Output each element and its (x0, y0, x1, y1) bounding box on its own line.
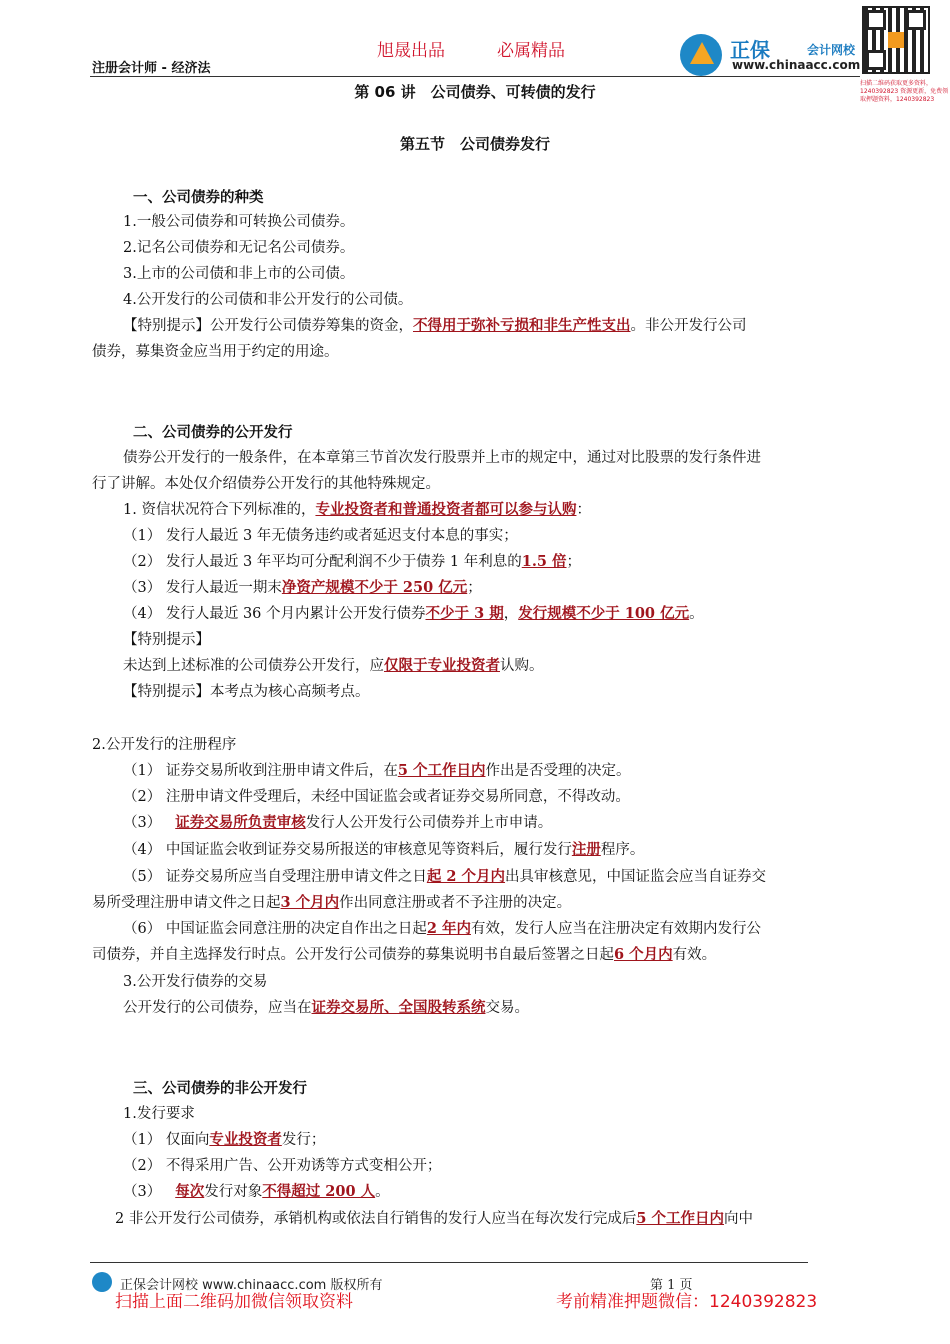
text: （2） 发行人最近 3 年平均可分配利润不少于债券 1 年利息的 (123, 554, 522, 570)
key-point: 证券交易所负责审核 (175, 814, 306, 831)
key-point: 注册 (571, 841, 601, 858)
text: （4） 中国证监会收到证券交易所报送的审核意见等资料后，履行发行 (123, 842, 572, 858)
text: （4） 发行人最近 36 个月内累计公开发行债券 (123, 606, 426, 622)
list-item (123, 840, 644, 860)
list-item (123, 1130, 325, 1150)
note-continuation: 债券，募集资金应当用于约定的用途。 (92, 344, 339, 360)
footer-promo-left: 扫描上面二维码加微信领取资料 (115, 1292, 353, 1312)
lecture-title: 第 06 讲 公司债券、可转债的发行 (354, 83, 596, 101)
qr-finder (906, 10, 926, 30)
key-point: 发行规模不少于 100 亿元 (518, 605, 690, 622)
special-note: 【特别提示】 (123, 632, 210, 648)
qr-finder (866, 10, 886, 30)
text: 2 非公开发行公司债券，承销机构或依法自行销售的发行人应当在每次发行完成后 (115, 1211, 637, 1227)
subheading: 3.公开发行债券的交易 (123, 974, 268, 990)
text: 未达到上述标准的公司债券公开发行，应 (123, 658, 384, 674)
list-item (123, 867, 766, 887)
text: 出具审核意见，中国证监会应当自证券交 (505, 869, 767, 885)
header-course-label: 注册会计师 - 经济法 (92, 61, 211, 76)
paragraph: 债券公开发行的一般条件，在本章第三节首次发行股票并上市的规定中，通过对比股票的发行条件进 (123, 450, 761, 466)
paragraph (123, 656, 544, 676)
section-heading-types: 一、公司债券的种类 (133, 190, 264, 206)
list-item-continuation (92, 893, 571, 913)
paragraph (115, 1209, 753, 1229)
footer-divider (90, 1262, 808, 1263)
logo-url: www.chinaacc.com (732, 58, 861, 72)
key-point: 不得用于弥补亏损和非生产性支出 (413, 317, 631, 334)
qr-code-icon (862, 6, 930, 74)
text: 有效，发行人应当在注册决定有效期内发行公 (470, 921, 761, 937)
text: 1. 资信状况符合下列标准的， (123, 502, 316, 518)
header-slogan-b: 必属精品 (497, 41, 565, 61)
key-point: 专业投资者 (209, 1131, 282, 1148)
list-item-continuation (92, 945, 716, 965)
text: 发行对象 (204, 1184, 263, 1200)
text: （6） 中国证监会同意注册的决定自作出之日起 (123, 921, 427, 937)
special-note (123, 316, 747, 336)
key-point: 每次 (175, 1183, 205, 1200)
text: ， (503, 606, 519, 622)
text: 发行； (281, 1132, 326, 1148)
key-point: 起 2 个月内 (426, 868, 506, 885)
qr-finder (866, 50, 886, 70)
list-item (123, 919, 761, 939)
text: ： (576, 502, 591, 518)
special-note: 【特别提示】本考点为核心高频考点。 (123, 684, 370, 700)
text: 司债券，并自主选择发行时点。公开发行公司债券的募集说明书自最后签署之日起 (92, 947, 614, 963)
key-point: 证券交易所、全国股转系统 (311, 999, 486, 1016)
list-item (123, 813, 552, 833)
text: 程序。 (600, 842, 645, 858)
text: 作出是否受理的决定。 (485, 763, 631, 779)
text: （3） (123, 1184, 162, 1200)
section-heading-private: 三、公司债券的非公开发行 (133, 1081, 307, 1097)
text: 作出同意注册或者不予注册的决定。 (339, 895, 572, 911)
section-title: 第五节 公司债券发行 (399, 135, 550, 153)
list-item: 2.记名公司债券和无记名公司债券。 (123, 240, 355, 256)
text: ； (566, 554, 582, 570)
logo-triangle-icon (690, 42, 714, 64)
qr-caption: 扫描二维码获取更多资料，1240392823 资源更新，免费领取押题资料，1240392823 (860, 80, 949, 103)
section-heading-public: 二、公司债券的公开发行 (133, 425, 293, 441)
logo-name: 正保 (730, 38, 770, 62)
header-slogan-a: 旭晟出品 (377, 41, 445, 61)
text: 交易。 (485, 1000, 529, 1016)
note-text: 。非公开发行公司 (630, 318, 747, 334)
paragraph: 行了讲解。本处仅介绍债券公开发行的其他特殊规定。 (92, 476, 440, 492)
text: 易所受理注册申请文件之日起 (92, 895, 281, 911)
text: 有效。 (672, 947, 717, 963)
key-point: 1.5 倍 (521, 553, 567, 570)
list-item (123, 761, 630, 781)
list-item: （1） 发行人最近 3 年无债务违约或者延迟支付本息的事实； (123, 528, 518, 544)
key-point: 仅限于专业投资者 (384, 657, 500, 674)
text: 发行人公开发行公司债券并上市申请。 (305, 815, 553, 831)
key-point: 不少于 3 期 (425, 605, 504, 622)
list-item: 4.公开发行的公司债和非公开发行的公司债。 (123, 292, 413, 308)
page-number: 第 1 页 (650, 1278, 693, 1293)
key-point: 专业投资者和普通投资者都可以参与认购 (315, 501, 577, 518)
list-item: （2） 注册申请文件受理后，未经中国证监会或者证券交易所同意，不得改动。 (123, 789, 630, 805)
note-text: 【特别提示】公开发行公司债券筹集的资金， (123, 318, 413, 334)
text: ； (467, 580, 482, 596)
list-item (123, 552, 581, 572)
list-item (123, 1182, 390, 1202)
key-point: 净资产规模不少于 250 亿元 (281, 579, 468, 596)
qr-center-logo (888, 32, 904, 48)
list-item (123, 604, 704, 624)
footer-promo-right: 考前精准押题微信：1240392823 (556, 1292, 818, 1312)
footer-copyright: 正保会计网校 www.chinaacc.com 版权所有 (120, 1278, 383, 1293)
subheading: 2.公开发行的注册程序 (92, 737, 237, 753)
subheading: 1.发行要求 (123, 1106, 195, 1122)
text: （1） 仅面向 (123, 1132, 210, 1148)
key-point: 2 年内 (426, 920, 471, 937)
text: 公开发行的公司债券，应当在 (123, 1000, 312, 1016)
header-divider (90, 76, 860, 77)
list-item: 3.上市的公司债和非上市的公司债。 (123, 266, 355, 282)
logo-subname: 会计网校 (807, 43, 856, 57)
text: （3） (123, 815, 162, 831)
key-point: 5 个工作日内 (636, 1210, 724, 1227)
key-point: 不得超过 200 人 (262, 1183, 376, 1200)
list-item: （2） 不得采用广告、公开劝诱等方式变相公开； (123, 1158, 442, 1174)
text: 认购。 (500, 658, 544, 674)
footer-logo-icon (92, 1272, 112, 1292)
text: （5） 证券交易所应当自受理注册申请文件之日 (123, 869, 427, 885)
text: 向中 (723, 1211, 753, 1227)
text: 。 (375, 1184, 390, 1200)
paragraph (123, 998, 529, 1018)
list-item (123, 578, 482, 598)
key-point: 6 个月内 (614, 946, 673, 963)
text: （1） 证券交易所收到注册申请文件后，在 (123, 763, 398, 779)
key-point: 5 个工作日内 (397, 762, 486, 779)
key-point: 3 个月内 (280, 894, 340, 911)
text: （3） 发行人最近一期末 (123, 580, 282, 596)
text: 。 (689, 606, 704, 622)
paragraph (123, 500, 591, 520)
list-item: 1.一般公司债券和可转换公司债券。 (123, 214, 355, 230)
